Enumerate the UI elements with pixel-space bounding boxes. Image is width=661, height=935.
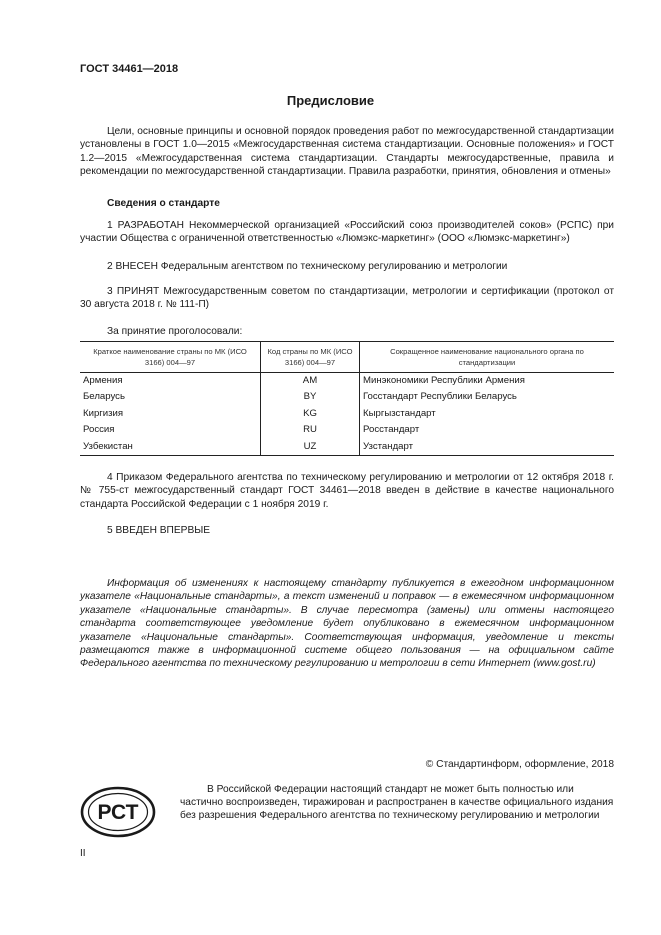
code-cell: AM (261, 373, 360, 390)
table-row (80, 439, 614, 456)
section-heading: Сведения о стандарте (107, 198, 220, 209)
voted-label: За принятие проголосовали: (107, 326, 243, 337)
table-row (80, 406, 614, 422)
reproduction-notice: В Российской Федерации настоящий стандарт не может быть полностью или частично воспроизведен, тиражирован и распространен в качестве официального издания без разрешения Федерального агентства по техническому регулированию и метрологии (180, 784, 614, 822)
page-number: II (80, 848, 86, 859)
code-cell: KG (261, 406, 360, 422)
table-header-code: Код страны по МК (ИСО 3166) 004—97 (261, 342, 360, 373)
country-cell: Киргизия (83, 407, 124, 419)
body-cell: Кыргызстандарт (360, 406, 615, 422)
document-code: ГОСТ 34461—2018 (80, 63, 179, 75)
country-cell: Беларусь (83, 391, 125, 403)
body-cell: Минэкономики Республики Армения (360, 373, 615, 390)
page-title: Предисловие (286, 93, 375, 108)
voting-table (80, 341, 614, 456)
country-cell: Узбекистан (80, 439, 261, 456)
body-cell: Госстандарт Республики Беларусь (360, 389, 615, 405)
code-cell: RU (261, 422, 360, 438)
table-header-row (80, 342, 614, 373)
country-cell: Армения (83, 375, 123, 386)
table-row (80, 422, 614, 438)
logo-lettering: РСТ (97, 801, 139, 824)
item-2-submitted: 2 ВНЕСЕН Федеральным агентством по техническому регулированию и метрологии (107, 261, 508, 272)
item-1-developed: 1 РАЗРАБОТАН Некоммерческой организацией «Российский союз производителей соков» (РСПС) при участии Общества с ограниченной ответственностью «Люмэкс-маркетинг» (ООО «Люмэкс-маркетинг») (80, 220, 614, 245)
table-header-body: Сокращенное наименование национального органа по стандартизации (360, 342, 615, 373)
code-cell: UZ (261, 439, 360, 456)
change-information-note: Информация об изменениях к настоящему стандарту публикуется в ежегодном информационном указателе «Национальные стандарты», а текст изменений и поправок — в ежемесячном информационном указателе «Национальные стандарты». В случае пересмотра (замены) или отмены настоящего стандарта соответствующее уведомление будет опубликовано в ежемесячном информационном указателе «Национальные стандарты». Соответствующая информация, уведомление и тексты размещаются также в информационной системе общего пользования — на официальном сайте Федерального агентства по техническому регулированию и метрологии в сети Интернет (www.gost.ru) (80, 578, 614, 670)
body-cell: Росстандарт (360, 422, 615, 438)
rst-certification-logo (80, 786, 156, 843)
item-4-enacted: 4 Приказом Федерального агентства по техническому регулированию и метрологии от 12 октября 2018 г. № 755-ст межгосударственный стандарт ГОСТ 34461—2018 введен в действие в качестве национального стандарта Российской Федерации с 1 ноября 2019 г. (80, 472, 614, 510)
copyright-line: © Стандартинформ, оформление, 2018 (425, 759, 614, 770)
code-cell: BY (261, 389, 360, 405)
table-row (80, 389, 614, 405)
table-header-country: Краткое наименование страны по МК (ИСО 3166) 004—97 (80, 342, 261, 373)
body-cell: Узстандарт (360, 439, 615, 456)
intro-paragraph: Цели, основные принципы и основной порядок проведения работ по межгосударственной стандартизации установлены в ГОСТ 1.0—2015 «Межгосударственная система стандартизации. Основные положения» и ГОСТ 1.2—2015 «Межгосударственная система стандартизации. Стандарты межгосударственные, правила и рекомендации по межгосударственной стандартизации. Правила разработки, принятия, обновления и отмены» (80, 126, 614, 178)
item-3-adopted: 3 ПРИНЯТ Межгосударственным советом по стандартизации, метрологии и сертификации (протокол от 30 августа 2018 г. № 111-П) (80, 286, 614, 311)
item-5-introduced: 5 ВВЕДЕН ВПЕРВЫЕ (107, 525, 211, 536)
country-cell: Россия (83, 424, 115, 436)
table-row (80, 373, 614, 390)
